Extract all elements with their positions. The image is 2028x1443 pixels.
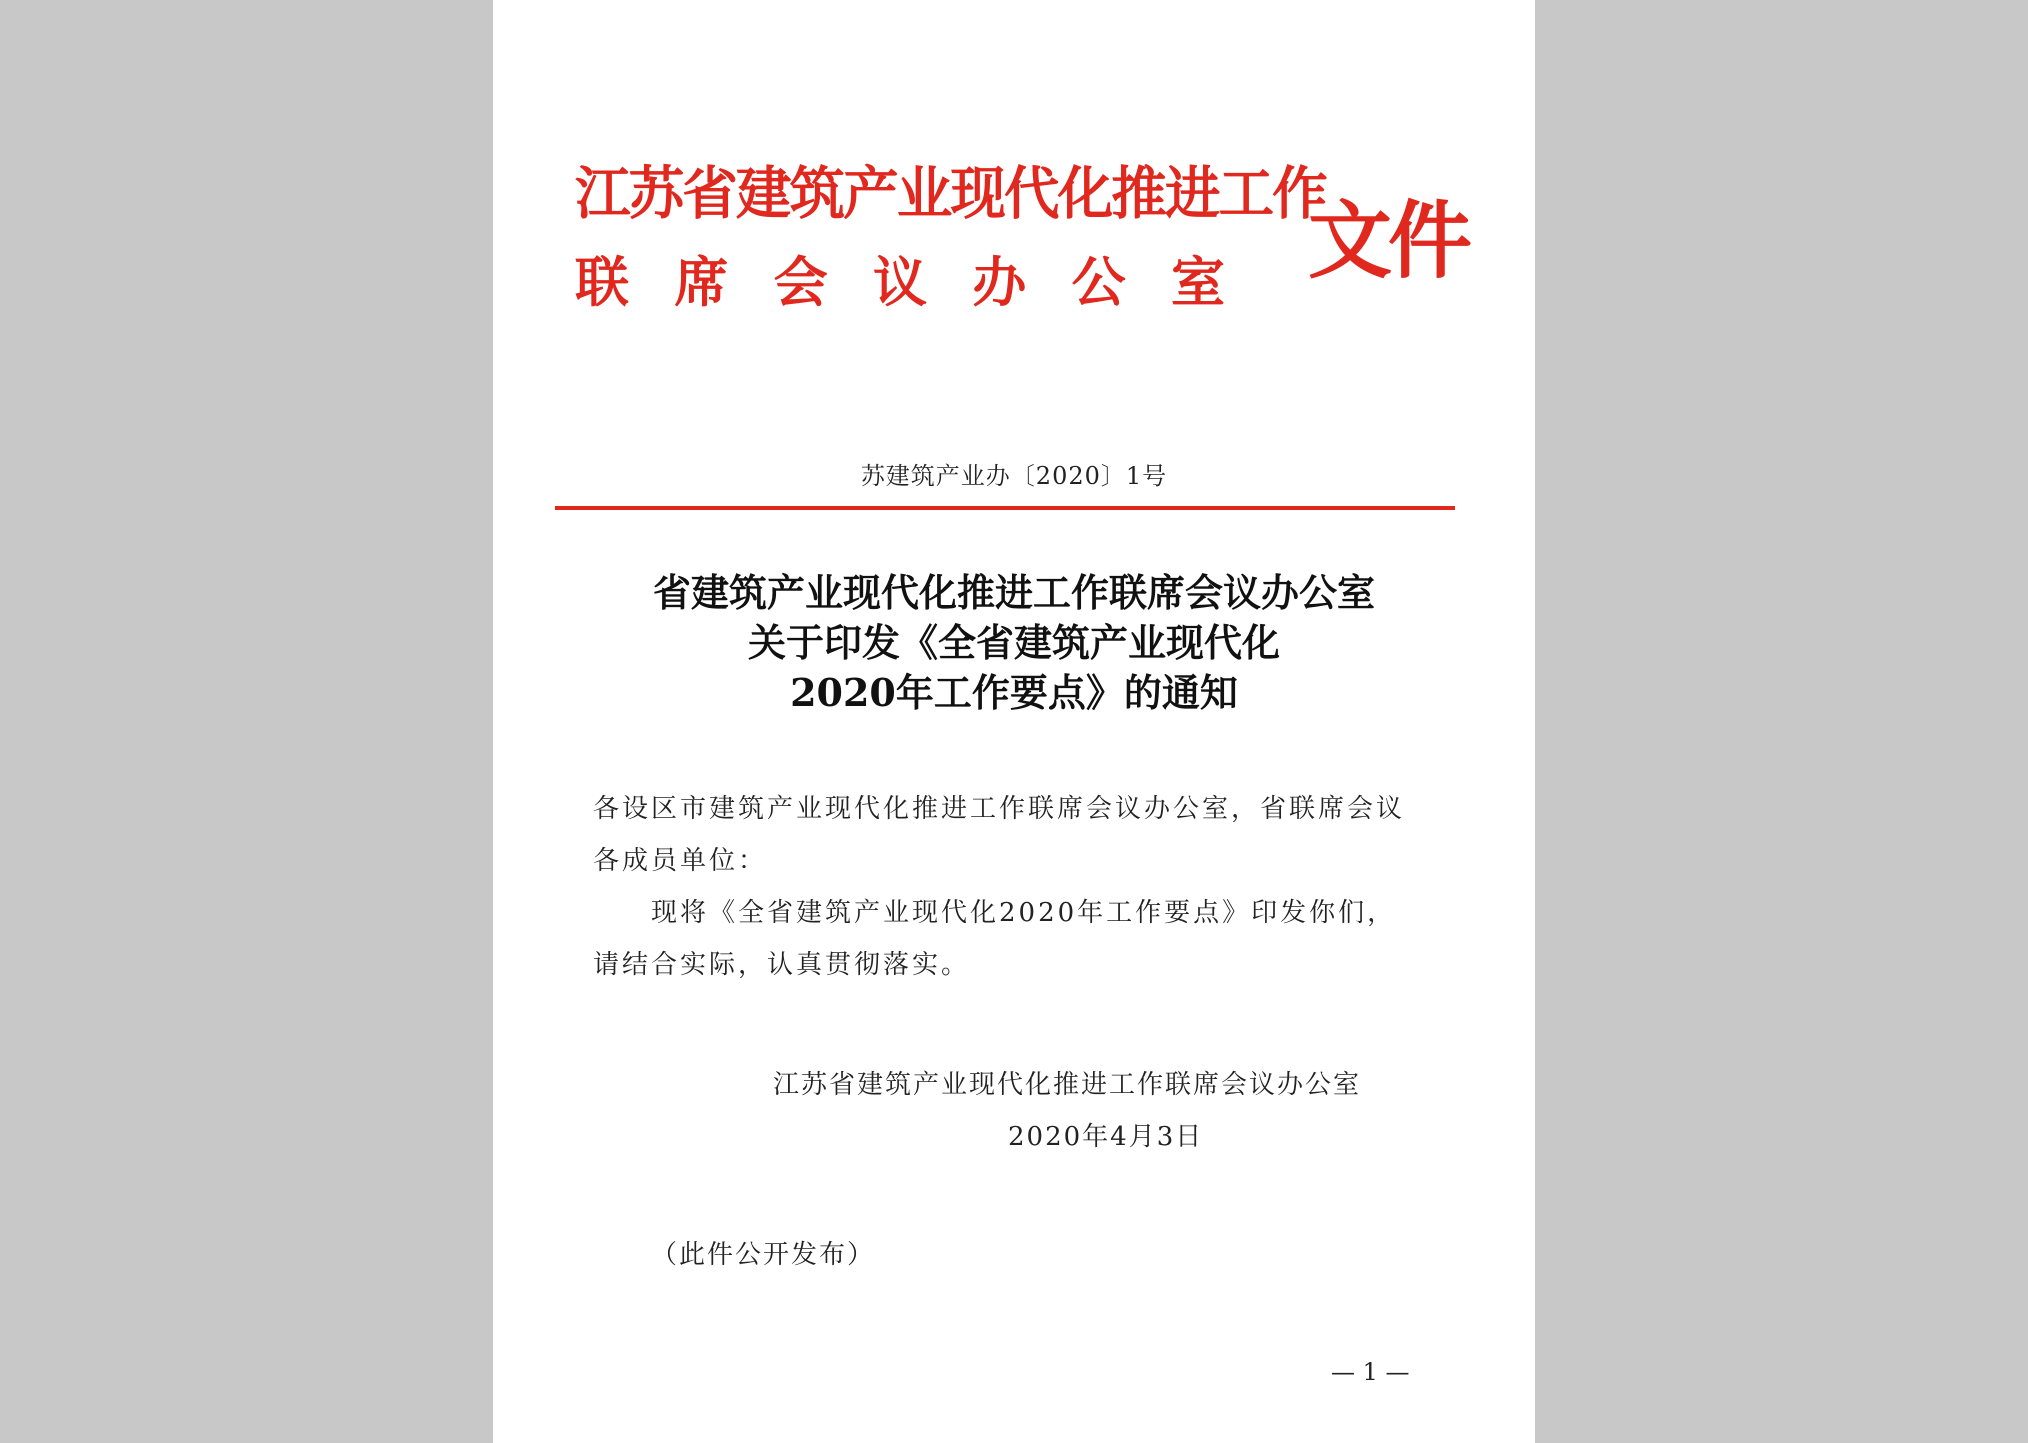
issuer-name-line1: 江苏省建筑产业现代化推进工作 [575, 160, 1326, 227]
document-title [493, 568, 1535, 718]
title-line: 关于印发《全省建筑产业现代化 [747, 620, 1280, 665]
body-paragraph-line: 现将《全省建筑产业现代化2020年工作要点》印发你们， [651, 898, 1397, 928]
issuer-char: 席 [674, 250, 729, 314]
title-line: 省建筑产业现代化推进工作联席会议办公室 [652, 570, 1375, 615]
signature-org: 江苏省建筑产业现代化推进工作联席会议办公室 [773, 1070, 1362, 1100]
issuer-char: 公 [1071, 250, 1126, 314]
document-page [493, 0, 1535, 1443]
recipients-line: 各成员单位： [593, 846, 768, 876]
issuer-char: 议 [872, 250, 927, 314]
red-divider [555, 506, 1455, 510]
issuer-char: 联 [575, 250, 629, 314]
issuer-name-line2 [575, 240, 1225, 317]
signature-date: 2020年4月3日 [1008, 1122, 1204, 1152]
issuer-char: 会 [773, 250, 828, 314]
document-number: 苏建筑产业办〔2020〕1号 [860, 462, 1168, 490]
disclosure-note: （此件公开发布） [651, 1240, 876, 1270]
title-line: 2020年工作要点》的通知 [790, 670, 1238, 715]
page-number: — 1 — [1331, 1358, 1410, 1386]
recipients-line: 各设区市建筑产业现代化推进工作联席会议办公室，省联席会议 [593, 794, 1406, 824]
issuer-char: 室 [1170, 250, 1225, 314]
document-suffix: 文件 [1308, 191, 1469, 290]
issuer-char: 办 [972, 250, 1027, 314]
body-paragraph-line: 请结合实际，认真贯彻落实。 [593, 950, 971, 980]
